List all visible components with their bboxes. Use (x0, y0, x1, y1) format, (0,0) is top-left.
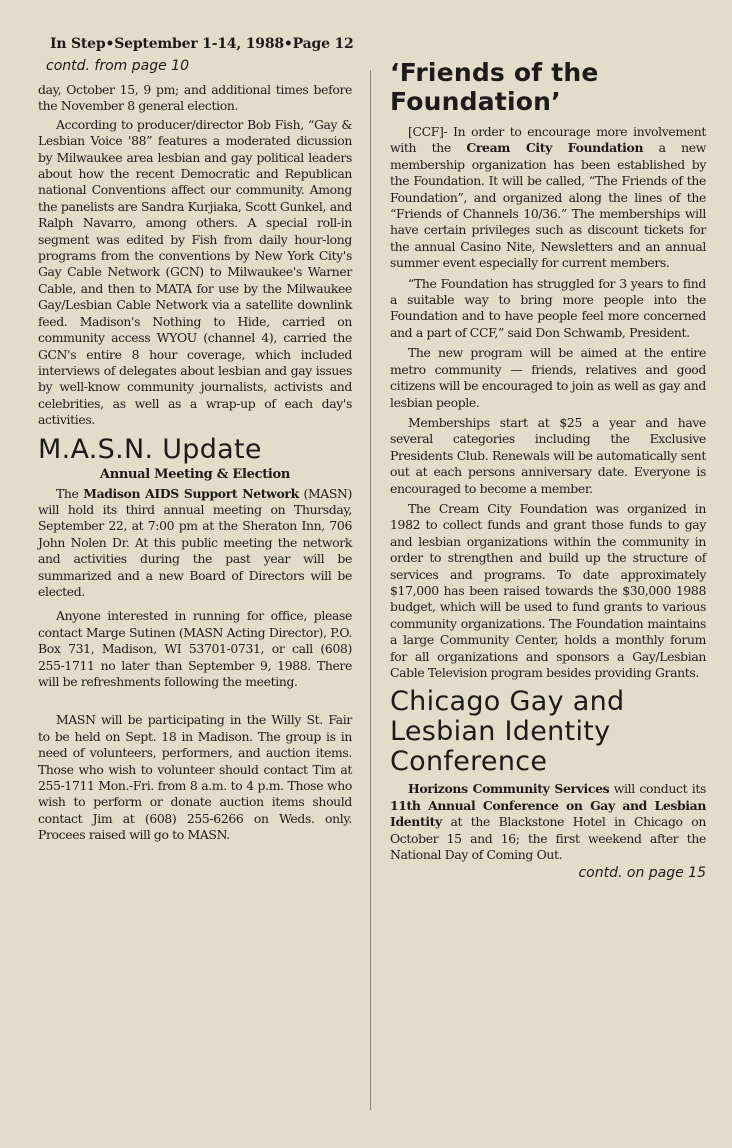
friends-paragraph-1 (390, 124, 706, 272)
masn-paragraph-1 (38, 486, 352, 601)
cable-article-continuation: day, October 15, 9 pm; and additional times before the November 8 general election. (38, 82, 352, 114)
running-head: In Step•September 1-14, 1988•Page 12 (50, 36, 354, 52)
chicago-paragraph-1 (390, 781, 706, 863)
chicago-headline-line-2: Lesbian Identity (390, 716, 611, 748)
masn-org-name: Madison AIDS Support Network (83, 485, 299, 501)
friends-paragraph-4: Memberships start at $25 a year and have several categories including the Exclusive Presidents Club. Renewals will be automatically sent out at each persons anniversary date. Everyone is encouraged to become a member. (390, 414, 706, 496)
masn-paragraph-3: MASN will be participating in the Willy St. Fair to be held on Sept. 18 in Madison. The group is in need of volunteers, performers, and auction items. Those who wish to volunteer should contact Tim at 255-1711 Mon.-Fri. from 8 a.m. to 4 p.m. Those who wish to perform or donate auction items should contact Jim at (608) 255-6266 on Weds. only. Procees raised will go to MASN. (38, 712, 352, 843)
masn-p1-rest: (MASN) will hold its third annual meeting on Thursday, September 22, at 7:00 pm at the Sheraton Inn, 706 John Nolen Dr. At this public meeting the network and activities during the past year will be summarized and a new Board of Directors will be elected. (38, 485, 353, 599)
column-divider (370, 70, 371, 1110)
cable-article-paragraph: According to producer/director Bob Fish, “Gay & Lesbian Voice '88” features a moderated dicussion by Milwaukee area lesbian and gay political leaders about how the recent Democratic and Republican national Conventions affect our community. Among the panelists are Sandra Kurjiaka, Scott Gunkel, and Ralph Navarro, among others. A special roll-in segment was edited by Fish from daily hour-long programs from the conventions by New York City's Gay Cable Network (GCN) to Milwaukee's Warner Cable, and then to MATA for use by the Milwaukee Gay/Lesbian Cable Network via a satellite downlink feed. Madison's Nothing to Hide, carried on community access WYOU (channel 4), carried the GCN's entire 8 hour coverage, which included interviews of delegates about lesbian and gay issues by well-know community journalists, activists and celebrities, as well as a wrap-up of each day's activities. (38, 116, 352, 428)
left-column (38, 82, 352, 844)
masn-p1-lead: The (56, 485, 84, 501)
friends-paragraph-3: The new program will be aimed at the entire metro community — friends, relatives and good citizens will be encouraged to join as well as gay and lesbian people. (390, 345, 706, 410)
right-column (390, 58, 706, 881)
chicago-org-name: Horizons Community Services (408, 781, 610, 797)
chicago-headline-line-1: Chicago Gay and (390, 686, 625, 718)
friends-p1-lead: [CCF]- In order to encourage more involvement with the (390, 124, 706, 156)
continued-on-jump-line: contd. on page 15 (578, 865, 706, 882)
continued-from-jump-line: contd. from page 10 (46, 58, 189, 74)
chicago-headline-line-3: Conference (390, 746, 548, 778)
masn-paragraph-2: Anyone interested in running for office, please contact Marge Sutinen (MASN Acting Director), P.O. Box 731, Madison, WI 53701-0731, or call (608) 255-1711 no later than September 9, 1988. There will be refreshments following the meeting. (38, 608, 352, 689)
chicago-p1-rest: at the Blackstone Hotel in Chicago on October 15 and 16; the first weekend after the National Day of Coming Out. (390, 814, 706, 863)
masn-headline: M.A.S.N. Update (38, 433, 262, 465)
friends-paragraph-2: “The Foundation has struggled for 3 years to find a suitable way to bring more people into the Foundation and to have people feel more concerned and a part of CCF,” said Don Schwamb, President. (390, 275, 706, 340)
friends-org-name: Cream City Foundation (466, 140, 644, 156)
chicago-p1-mid: will conduct its (609, 781, 706, 797)
friends-paragraph-5: The Cream City Foundation was organized in 1982 to collect funds and grant those funds to gay and lesbian organizations within the community in order to strengthen and build up the structure of services and programs. To date approximately $17,000 has been raised towards the $30,000 1988 budget, which will be used to fund grants to various community organizations. The Foundation maintains a large Community Center, holds a monthly forum for all organizations and sponsors a Gay/Lesbian Cable Television program besides providing Grants. (390, 500, 706, 680)
friends-headline-line-1: ‘Friends of the (390, 58, 599, 87)
masn-subhead: Annual Meeting & Election (99, 466, 291, 482)
friends-p1-rest: a new membership organization has been established by the Foundation. It will be called, “The Friends of the Foundation”, and organized along the lines of the “Friends of Channels 10/36.” The memberships will have certain privileges such as discount tickets for the annual Casino Nite, Newsletters and an annual summer event especially for current members. (390, 140, 706, 271)
friends-headline-line-2: Foundation’ (390, 87, 561, 116)
chicago-conference-name: 11th Annual Conference on Gay and Lesbian Identity (390, 797, 706, 830)
